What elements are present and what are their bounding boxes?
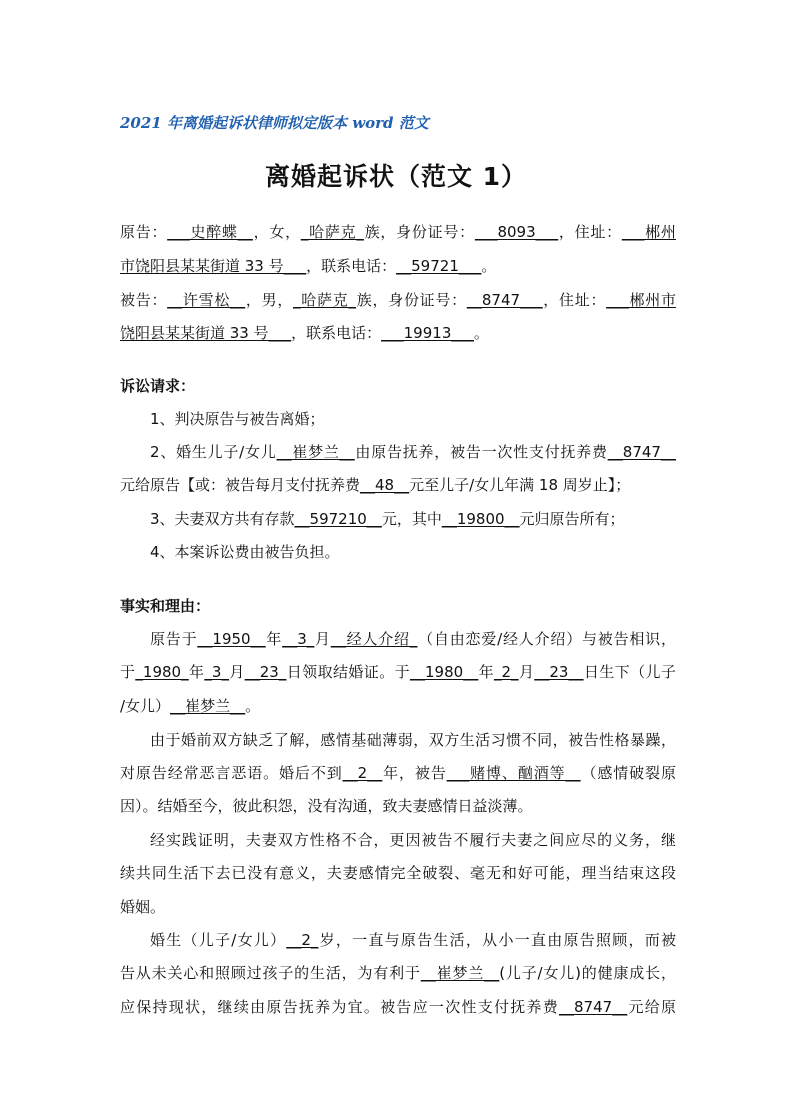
- plaintiff-name: ___史醉蝶__: [167, 223, 253, 241]
- claim-3: 3、夫妻双方共有存款__597210__元，其中__19800__元归原告所有；: [150, 510, 625, 528]
- facts-p2-line-3: 因）。结婚至今，彼此积怨，没有沟通，致夫妻感情日益淡薄。: [120, 797, 533, 815]
- claim-2-line-2: 元给原告【或：被告每月支付抚养费__48__元至儿子/女儿年满 18 周岁止】；: [120, 476, 631, 494]
- facts-p1-line-1: 原告于__1950__年__3_月__经人介绍_（自由恋爱/经人介绍）与被告相识，: [150, 630, 676, 648]
- plaintiff-ethnicity: _哈萨克_: [300, 223, 364, 241]
- defendant-name: __许雪松__: [167, 291, 246, 309]
- claim-4: 4、本案诉讼费由被告负担。: [150, 543, 340, 561]
- defendant-address-cont: 饶阳县某某街道 33 号___: [120, 324, 292, 342]
- facts-p4-line-1: 婚生（儿子/女儿）__2_岁，一直与原告生活，从小一直由原告照顾，而被: [150, 931, 676, 949]
- document-title: 离婚起诉状（范文 1）: [264, 162, 528, 191]
- claims-heading: 诉讼请求：: [120, 377, 196, 395]
- claim-2-line-1: 2、婚生儿子/女儿__崔梦兰__由原告抚养，被告一次性支付抚养费__8747__: [150, 443, 676, 461]
- plaintiff-phone: __59721___: [396, 257, 482, 275]
- facts-p2-line-1: 由于婚前双方缺乏了解，感情基础薄弱，双方生活习惯不同，被告性格暴躁，: [150, 731, 676, 749]
- plaintiff-address: ___郴州: [621, 223, 676, 241]
- document-header: 2021 年离婚起诉状律师拟定版本 word 范文: [120, 114, 429, 132]
- facts-p3-line-3: 婚姻。: [120, 898, 166, 916]
- facts-p4-line-3: 应保持现状，继续由原告抚养为宜。被告应一次性支付抚养费__8747__元给原: [120, 998, 676, 1016]
- defendant-phone: ___19913___: [381, 324, 474, 342]
- facts-p1-line-3: /女儿）__崔梦兰__。: [120, 697, 261, 715]
- facts-heading: 事实和理由：: [120, 597, 211, 615]
- defendant-address: ___郴州市: [606, 291, 676, 309]
- facts-p1-line-2: 于_1980_年_3_月__23_日领取结婚证。于__1980__年_2_月__23__日生下（儿子: [120, 663, 676, 681]
- defendant-id: __8747___: [466, 291, 543, 309]
- defendant-ethnicity: _哈萨克_: [293, 291, 357, 309]
- plaintiff-id: ___8093___: [474, 223, 559, 241]
- facts-p4-line-2: 告从未关心和照顾过孩子的生活，为有利于__崔梦兰__(儿子/女儿)的健康成长，: [120, 964, 676, 982]
- facts-p3-line-1: 经实践证明，夫妻双方性格不合，更因被告不履行夫妻之间应尽的义务，继: [150, 831, 676, 849]
- defendant-line-1: 被告：__许雪松__，男，_哈萨克_族，身份证号：__8747___，住址：___郴州市: [120, 291, 676, 309]
- plaintiff-line-2: 市饶阳县某某街道 33 号___，联系电话：__59721___。: [120, 257, 497, 275]
- plaintiff-address-cont: 市饶阳县某某街道 33 号___: [120, 257, 307, 275]
- plaintiff-line-1: 原告：___史醉蝶__，女，_哈萨克_族，身份证号：___8093___，住址：___郴州: [120, 223, 676, 241]
- claim-1: 1、判决原告与被告离婚；: [150, 410, 325, 428]
- defendant-line-2: 饶阳县某某街道 33 号___，联系电话：___19913___。: [120, 324, 489, 342]
- facts-p3-line-2: 续共同生活下去已没有意义，夫妻感情完全破裂、毫无和好可能，理当结束这段: [120, 864, 676, 882]
- facts-p2-line-2: 对原告经常恶言恶语。婚后不到__2__年，被告___赌博、酗酒等__（感情破裂原: [120, 764, 676, 782]
